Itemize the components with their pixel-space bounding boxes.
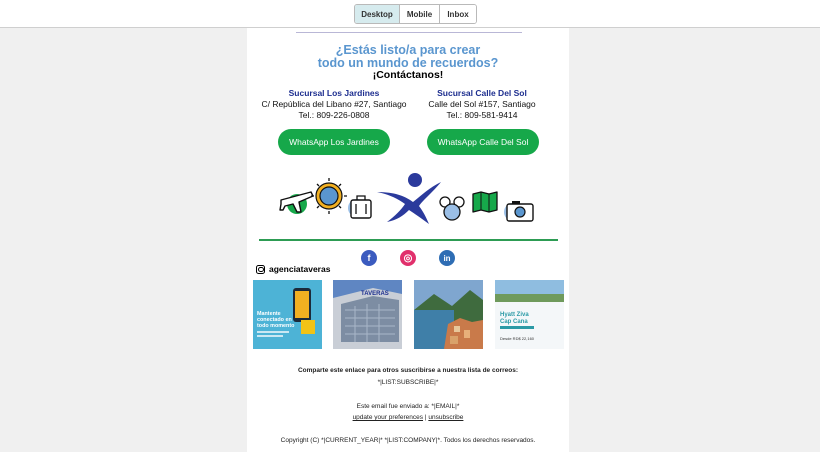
branch-phone: Tel.: 809-226-0808 bbox=[298, 110, 370, 120]
branch-name: Sucursal Calle Del Sol bbox=[437, 88, 527, 98]
preview-toolbar bbox=[0, 0, 820, 28]
building-sign: TAVERAS bbox=[361, 291, 389, 297]
instagram-handle[interactable] bbox=[256, 264, 330, 274]
suitcase-icon bbox=[348, 196, 371, 218]
section-divider bbox=[259, 239, 558, 241]
airplane-icon bbox=[280, 192, 313, 214]
headline-line-2: todo un mundo de recuerdos? bbox=[317, 56, 499, 70]
resort-price: Desde RD$ 22,160 bbox=[500, 336, 535, 341]
top-divider bbox=[296, 32, 522, 33]
branch-phone: Tel.: 809-581-9414 bbox=[446, 110, 518, 120]
branch-address: Calle del Sol #157, Santiago bbox=[428, 99, 536, 109]
phone-promo-image bbox=[253, 280, 322, 349]
promo-text-2: conectado en bbox=[257, 317, 292, 323]
headline-line-1: ¿Estás listo/a para crear bbox=[335, 43, 481, 57]
unsubscribe-link[interactable]: unsubscribe bbox=[428, 414, 464, 421]
contact-heading: ¡Contáctanos! bbox=[372, 69, 444, 81]
sun-globe-icon bbox=[311, 178, 347, 214]
copyright-text: Copyright (C) *|CURRENT_YEAR|* *|LIST:COMPANY|*. Todos los derechos reservados. bbox=[280, 437, 536, 444]
map-icon bbox=[473, 192, 497, 212]
branch-los-jardines bbox=[259, 88, 409, 121]
instagram-icon[interactable]: ◎ bbox=[400, 250, 416, 266]
agency-logo-icon bbox=[377, 173, 441, 224]
view-mode-tabs bbox=[354, 4, 477, 24]
instagram-post-3[interactable] bbox=[414, 280, 483, 349]
instagram-handle-text: agenciataveras bbox=[269, 264, 331, 274]
instagram-glyph-icon bbox=[256, 265, 265, 274]
camera-icon bbox=[504, 201, 533, 221]
travel-illustration bbox=[277, 166, 541, 226]
instagram-post-4[interactable] bbox=[495, 280, 564, 349]
footer-links bbox=[247, 414, 569, 421]
tab-desktop[interactable]: Desktop bbox=[355, 5, 400, 23]
promo-text-3: todo momento bbox=[257, 323, 295, 329]
promo-text-1: Mantente bbox=[257, 311, 281, 317]
branch-name: Sucursal Los Jardines bbox=[288, 88, 380, 98]
tab-inbox[interactable]: Inbox bbox=[440, 5, 476, 23]
instagram-post-2[interactable] bbox=[333, 280, 402, 349]
linkedin-icon[interactable]: in bbox=[439, 250, 455, 266]
lake-town-image bbox=[414, 280, 483, 349]
tab-mobile[interactable]: Mobile bbox=[400, 5, 440, 23]
update-preferences-link[interactable]: update your preferences bbox=[352, 414, 424, 421]
footer-separator: | bbox=[424, 414, 427, 421]
sent-to-text: Este email fue enviado a: *|EMAIL|* bbox=[356, 403, 460, 410]
instagram-post-1[interactable] bbox=[253, 280, 322, 349]
branch-calle-del-sol bbox=[407, 88, 557, 121]
subscribe-tag: *|LIST:SUBSCRIBE|* bbox=[377, 379, 439, 386]
share-text: Comparte este enlace para otros suscribirse a nuestra lista de correos: bbox=[297, 367, 518, 374]
resort-title-1: Hyatt Ziva bbox=[500, 312, 529, 318]
mouse-ears-icon bbox=[440, 197, 464, 220]
resort-promo-image bbox=[495, 280, 564, 349]
branch-address: C/ República del Libano #27, Santiago bbox=[261, 99, 407, 109]
office-building-image bbox=[333, 280, 402, 349]
email-preview bbox=[247, 28, 569, 452]
facebook-icon[interactable]: f bbox=[361, 250, 377, 266]
whatsapp-los-jardines-button[interactable]: WhatsApp Los Jardines bbox=[278, 129, 390, 155]
whatsapp-calle-del-sol-button[interactable]: WhatsApp Calle Del Sol bbox=[427, 129, 539, 155]
resort-title-2: Cap Cana bbox=[500, 319, 528, 325]
